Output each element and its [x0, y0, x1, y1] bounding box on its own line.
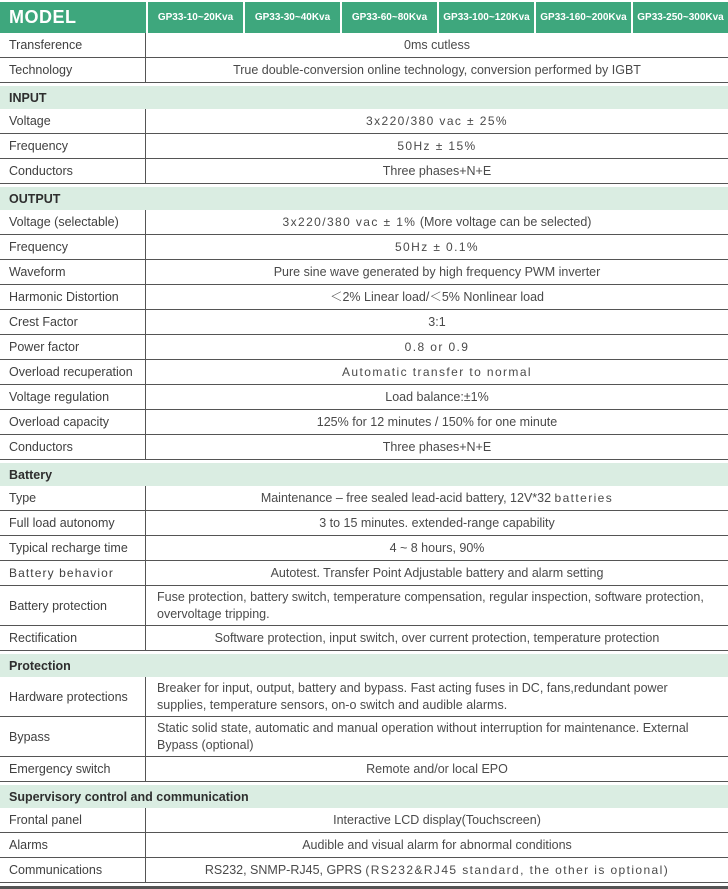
spec-row [0, 360, 728, 385]
spec-label: Overload capacity [0, 410, 146, 434]
value-segment: 50Hz ± 0.1% [394, 239, 480, 254]
spec-value [146, 626, 728, 650]
spec-value-text [302, 837, 572, 854]
spec-value [146, 808, 728, 832]
spec-value [146, 210, 728, 234]
spec-row [0, 385, 728, 410]
spec-value-text [283, 214, 592, 231]
spec-label: Voltage (selectable) [0, 210, 146, 234]
spec-row [0, 410, 728, 435]
section-header [0, 785, 728, 808]
value-segment: 3 to 15 minutes. extended-range capability [319, 515, 555, 530]
value-segment: ＜2% Linear load/＜5% Nonlinear load [329, 289, 544, 304]
value-segment: Breaker for input, output, battery and bypass. Fast acting fuses in DC, fans,redundant power supplies, temperature sensors, on-o switch and audible alarms. [157, 681, 668, 712]
spec-label: Communications [0, 858, 146, 882]
spec-value [146, 757, 728, 781]
value-segment: (More voltage can be selected) [416, 214, 592, 229]
spec-row [0, 134, 728, 159]
spec-value-text [317, 414, 557, 431]
model-columns [148, 2, 728, 33]
spec-value [146, 435, 728, 459]
spec-value [146, 109, 728, 133]
spec-value-text [215, 630, 660, 647]
spec-value-text [274, 264, 601, 281]
section-title: Supervisory control and communication [9, 789, 249, 804]
spec-row [0, 210, 728, 235]
spec-value-text [397, 138, 476, 155]
value-segment: Autotest. Transfer Point Adjustable battery and alarm setting [270, 565, 604, 580]
section-title: Battery [9, 467, 53, 482]
spec-label: Waveform [0, 260, 146, 284]
spec-row [0, 808, 728, 833]
spec-value-text [319, 515, 555, 532]
spec-label: Bypass [0, 717, 146, 756]
spec-row [0, 717, 728, 757]
spec-value-text [366, 761, 508, 778]
spec-row [0, 626, 728, 651]
spec-value-text [157, 680, 716, 713]
value-segment: RS232, SNMP-RJ45, GPRS [204, 862, 366, 877]
spec-label: Conductors [0, 159, 146, 183]
spec-row [0, 285, 728, 310]
value-segment: Fuse protection, battery switch, temperature compensation, regular inspection, software protection, overvoltage tripping. [157, 590, 704, 621]
spec-label: Full load autonomy [0, 511, 146, 535]
value-segment: 125% for 12 minutes / 150% for one minute [316, 414, 558, 429]
spec-row [0, 435, 728, 460]
spec-label: Type [0, 486, 146, 510]
spec-value [146, 58, 728, 82]
spec-value [146, 33, 728, 57]
value-segment: Load balance:±1% [385, 389, 489, 404]
value-segment: 0ms cutless [404, 37, 470, 52]
spec-value-text [383, 163, 491, 180]
value-segment: Pure sine wave generated by high frequency PWM inverter [273, 264, 601, 279]
spec-value-text [405, 339, 470, 356]
spec-table-body [0, 33, 728, 883]
spec-value [146, 260, 728, 284]
spec-label: Frontal panel [0, 808, 146, 832]
spec-row [0, 677, 728, 717]
spec-label: Voltage [0, 109, 146, 133]
spec-value-text [428, 314, 445, 331]
value-segment: Remote and/or local EPO [366, 761, 508, 776]
spec-value [146, 833, 728, 857]
table-header [0, 2, 728, 33]
spec-value [146, 235, 728, 259]
spec-row [0, 511, 728, 536]
value-segment: 4 ~ 8 hours, 90% [389, 540, 485, 555]
spec-value-text [366, 113, 508, 130]
value-segment: 3x220/380 vac ± 1% [282, 214, 417, 229]
spec-row [0, 260, 728, 285]
section-title: INPUT [9, 90, 47, 105]
spec-row [0, 586, 728, 626]
spec-value-text [385, 389, 488, 406]
value-segment: (RS232&RJ45 standard, the other is optional) [365, 862, 670, 877]
spec-value-text [342, 364, 532, 381]
spec-row [0, 159, 728, 184]
section-title: Protection [9, 658, 71, 673]
value-segment: 0.8 or 0.9 [404, 339, 470, 354]
model-header-cell: MODEL [0, 2, 146, 33]
spec-value [146, 511, 728, 535]
spec-value [146, 586, 728, 625]
model-column-header-2: GP33-60~80Kva [342, 2, 437, 33]
spec-row [0, 858, 728, 883]
value-segment: Three phases+N+E [382, 439, 492, 454]
spec-label: Crest Factor [0, 310, 146, 334]
model-column-header-5: GP33-250~300Kva [633, 2, 728, 33]
spec-value [146, 285, 728, 309]
spec-row [0, 833, 728, 858]
spec-label: Power factor [0, 335, 146, 359]
spec-value [146, 159, 728, 183]
spec-value [146, 134, 728, 158]
value-segment: Software protection, input switch, over current protection, temperature protection [214, 630, 660, 645]
spec-row [0, 109, 728, 134]
model-column-header-4: GP33-160~200Kva [536, 2, 631, 33]
spec-value-text [330, 289, 544, 306]
model-column-header-1: GP33-30~40Kva [245, 2, 340, 33]
spec-label: Battery behavior [0, 561, 146, 585]
model-column-header-3: GP33-100~120Kva [439, 2, 534, 33]
spec-value [146, 360, 728, 384]
spec-row [0, 235, 728, 260]
value-segment: batteries [554, 490, 614, 505]
spec-value-text [271, 565, 604, 582]
value-segment: Audible and visual alarm for abnormal conditions [302, 837, 572, 852]
spec-label: Emergency switch [0, 757, 146, 781]
section-header [0, 187, 728, 210]
spec-value-text [404, 37, 470, 54]
spec-value [146, 385, 728, 409]
section-header [0, 654, 728, 677]
value-segment: True double-conversion online technology, conversion performed by IGBT [233, 62, 641, 77]
spec-value-text [261, 490, 613, 507]
spec-value [146, 858, 728, 882]
spec-label: Voltage regulation [0, 385, 146, 409]
spec-value [146, 536, 728, 560]
spec-row [0, 486, 728, 511]
spec-label: Frequency [0, 134, 146, 158]
spec-label: Conductors [0, 435, 146, 459]
spec-label: Harmonic Distortion [0, 285, 146, 309]
spec-label: Technology [0, 58, 146, 82]
spec-value-text [383, 439, 491, 456]
spec-label: Transference [0, 33, 146, 57]
spec-value-text [395, 239, 479, 256]
spec-value-text [333, 812, 541, 829]
spec-value [146, 486, 728, 510]
value-segment: 3:1 [428, 314, 446, 329]
spec-row [0, 335, 728, 360]
spec-row [0, 757, 728, 782]
spec-label: Typical recharge time [0, 536, 146, 560]
spec-row [0, 310, 728, 335]
spec-label: Battery protection [0, 586, 146, 625]
spec-row [0, 33, 728, 58]
spec-label: Rectification [0, 626, 146, 650]
section-title: OUTPUT [9, 191, 61, 206]
spec-label: Frequency [0, 235, 146, 259]
spec-row [0, 58, 728, 83]
section-header [0, 463, 728, 486]
spec-label: Overload recuperation [0, 360, 146, 384]
value-segment: Automatic transfer to normal [342, 364, 532, 379]
spec-row [0, 561, 728, 586]
spec-value-text [233, 62, 641, 79]
spec-value-text [157, 589, 716, 622]
spec-label: Hardware protections [0, 677, 146, 716]
section-header [0, 86, 728, 109]
spec-value [146, 561, 728, 585]
spec-row [0, 536, 728, 561]
spec-label: Alarms [0, 833, 146, 857]
spec-value [146, 310, 728, 334]
model-column-header-0: GP33-10~20Kva [148, 2, 243, 33]
value-segment: Static solid state, automatic and manual operation without interruption for maintenance. External Bypass (optional) [157, 721, 689, 752]
spec-value [146, 717, 728, 756]
spec-value [146, 410, 728, 434]
spec-value-text [390, 540, 485, 557]
value-segment: 3x220/380 vac ± 25% [366, 113, 508, 128]
value-segment: Three phases+N+E [382, 163, 492, 178]
value-segment: Maintenance – free sealed lead-acid battery, 12V*32 [260, 490, 555, 505]
value-segment: 50Hz ± 15% [397, 138, 477, 153]
spec-value [146, 335, 728, 359]
spec-value [146, 677, 728, 716]
spec-value-text [157, 720, 716, 753]
value-segment: Interactive LCD display(Touchscreen) [333, 812, 541, 827]
